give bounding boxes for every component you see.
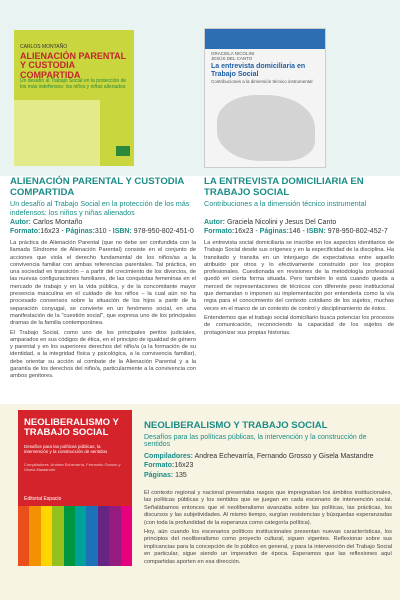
book3-subtitle: Desafíos para las políticas públicas, la intervención y la construcción de sentidos [144, 434, 367, 448]
book1-meta: Autor: Carlos Montaño Formato:16x23 - Páginas:310 - ISBN: 978-950-802-451-0 [10, 219, 194, 236]
compilers-label: Compiladores: [144, 453, 194, 460]
book3-compilers: Andrea Echevarría, Fernando Grosso y Gisela Mastandre [194, 453, 374, 460]
book1-pages: 310 [94, 228, 107, 236]
cover-decoration [14, 100, 100, 166]
paragraph: El Trabajo Social, como uno de los principales peritos judiciales, amparados en sus códigos de ética, en el principio de igualdad de género y parental y en los superiores derechos del niño/a (a la formación de su identidad, a la integridad física y psicológica, a la convivencia familiar), debe orientar su acción al combate de la Alienación Parental y a la garantía de los derechos del niño/a, particularmente a la convivencia con ambos genitores. [10, 329, 196, 380]
book2-format: 16x23 [234, 228, 254, 236]
book3-meta [144, 452, 374, 480]
pages-label: Páginas: [259, 228, 289, 236]
book-cover-neoliberalismo[interactable] [18, 410, 132, 566]
cover-title: La entrevista domiciliaria en Trabajo Social [211, 63, 306, 78]
paragraph: Hoy, aún cuando los escenarios políticos institucionales presentan nuevas características, los principios del neoliberalismo como proyecto cultural, siguen vigentes. Reflexionar sobre sus implicancias para la concepción de lo público en general, y para la intervención del Trabajo Social en particular, sigue siendo un imperativo de época. Esperamos que las reflexiones aquí compartidas aporten en esa dirección. [144, 529, 392, 565]
stripe [29, 506, 40, 566]
book3-description [144, 490, 392, 568]
stripe [121, 506, 132, 566]
cover-top-band [205, 29, 325, 49]
cover-publisher: Editorial Espacio [24, 496, 62, 502]
sculpture-image [217, 95, 315, 161]
book1-title: ALIENACIÓN PARENTAL Y CUSTODIA COMPARTIDA [10, 176, 184, 199]
cover-author: CARLOS MONTAÑO [20, 44, 68, 50]
paragraph: La entrevista social domiciliaria se inscribe en los aspectos identitarios de Trabajo Social desde sus orígenes y en la especificidad de la disciplina. Ha transitado y transita en un interjuego de expectativas entre aquello atribuido por otros y lo efectivamente construido por los propios profesionales. Cuestionada en revisiones de la metodología profesional quedó en cierta forma situada. Pero también lo está cuando queda a merced de representaciones de técnicos con diferente peso institucional que demandan o imponen su implementación por entenderla como la vía regia para el conocimiento del contexto cotidiano de los sujetos, muchas veces en el marco de un contexto de control y disciplinamiento de éstos. [204, 240, 394, 312]
book-cover-entrevista[interactable] [204, 28, 326, 168]
isbn-label: ISBN: [306, 228, 326, 236]
author-label: Autor: [10, 219, 31, 226]
cover-subtitle: Un desafío al Trabajo Social en la protección de los más indefensos: los niños y niñas alienados [20, 78, 127, 90]
book1-subtitle: Un desafío al Trabajo Social en la protección de los más indefensos: los niños y niñas alienados [10, 199, 190, 217]
book2-isbn: 978-950-802-452-7 [327, 228, 388, 236]
paragraph: Entendemos que el trabajo social domiciliario busca potenciar los procesos de comunicación, reconociendo la capacidad de los sujetos de protagonizar sus propias historias. [204, 314, 394, 336]
cover-title: ALIENACIÓN PARENTAL Y CUSTODIA COMPARTIDA [20, 51, 127, 80]
format-label: Formato: [204, 228, 235, 236]
stripe [41, 506, 52, 566]
stripe [75, 506, 86, 566]
book1-description [10, 240, 196, 402]
book1-isbn: 978-950-802-451-0 [133, 228, 194, 236]
book-cover-alienacion[interactable] [14, 30, 134, 166]
book1-format: 16x23 [40, 228, 60, 236]
stripe [52, 506, 63, 566]
pages-label: Páginas: [65, 228, 95, 236]
book2-description [204, 240, 394, 402]
cover-subtitle: Contribuciones a la dimensión técnico instrumental [211, 79, 313, 84]
cover-subtitle: Desafíos para las políticas públicas, la intervención y la construcción de sentidos [24, 444, 108, 455]
cover-title: NEOLIBERALISMO Y TRABAJO SOCIAL [24, 417, 119, 438]
paragraph: El contexto regional y nacional presentaba rasgos que impregnaban los ámbitos institucionales, las políticas públicas y los sentidos que se juegan en cada escenario de intervención social. Señalábamos entonces que el neoliberalismo avanzaba sobre las políticas, las prácticas, los discursos y las subjetividades. Al mismo tiempo, surgían resistencias y búsquedas esperanzadas (con toda la profundidad de la esperanza como categoría política). [144, 490, 392, 526]
author-label: Autor: [204, 219, 225, 226]
bottom-section [0, 404, 400, 600]
cover-authors: GRACIELA NICOLINI JESÚS DEL CANTO [211, 51, 255, 62]
book1-author: Carlos Montaño [32, 219, 83, 226]
stripe [98, 506, 109, 566]
rainbow-stripes [18, 506, 132, 566]
publisher-logo-icon [116, 146, 130, 156]
stripe [64, 506, 75, 566]
stripe [109, 506, 120, 566]
book2-title: LA ENTREVISTA DOMICILIARIA EN TRABAJO SOCIAL [204, 176, 364, 199]
book2-subtitle: Contribuciones a la dimensión técnico instrumental [204, 199, 367, 208]
paragraph: La práctica de Alienación Parental (que no debe ser confundida con la llamada Síndrome de Alienación Parental) consiste en el conjunto de acciones que viola el derecho fundamental de los niños/as a la convivencia familiar con ambas referencias parentales. Tal práctica, en una sociedad en transición – a partir del crecimiento de los divorcios, de las nuevas configuraciones familiares, de las conquistas femeninas en el mercado de trabajo y en la vida pública, y de la concomitante mayor presencia masculina en el cuidado de los niños – la cual aún no ha procesado consensos sobre la situación de los hijos a partir de la separación conyugal, se convierte en un fenómeno social, en una manifestación de la "cuestión social", que expresa uno de los principales dramas de la familia contemporánea. [10, 240, 196, 327]
stripe [86, 506, 97, 566]
book2-pages: 146 [288, 228, 301, 236]
stripe [18, 506, 29, 566]
book3-title: NEOLIBERALISMO Y TRABAJO SOCIAL [144, 420, 328, 431]
format-label: Formato: [144, 462, 175, 470]
cover-editors: Compiladores: Andrea Echevarría, Fernando Grosso y Gisela Mastandre [24, 462, 121, 472]
format-label: Formato: [10, 228, 41, 236]
book2-author: Graciela Nicolini y Jesus Del Canto [226, 219, 337, 226]
book3-pages: 135 [175, 471, 187, 479]
isbn-label: ISBN: [112, 228, 132, 236]
book2-meta: Autor: Graciela Nicolini y Jesus Del Canto Formato:16x23 - Páginas:146 - ISBN: 978-950-802-452-7 [204, 219, 388, 236]
book3-format: 16x23 [174, 462, 194, 470]
pages-label: Páginas: [144, 471, 174, 479]
